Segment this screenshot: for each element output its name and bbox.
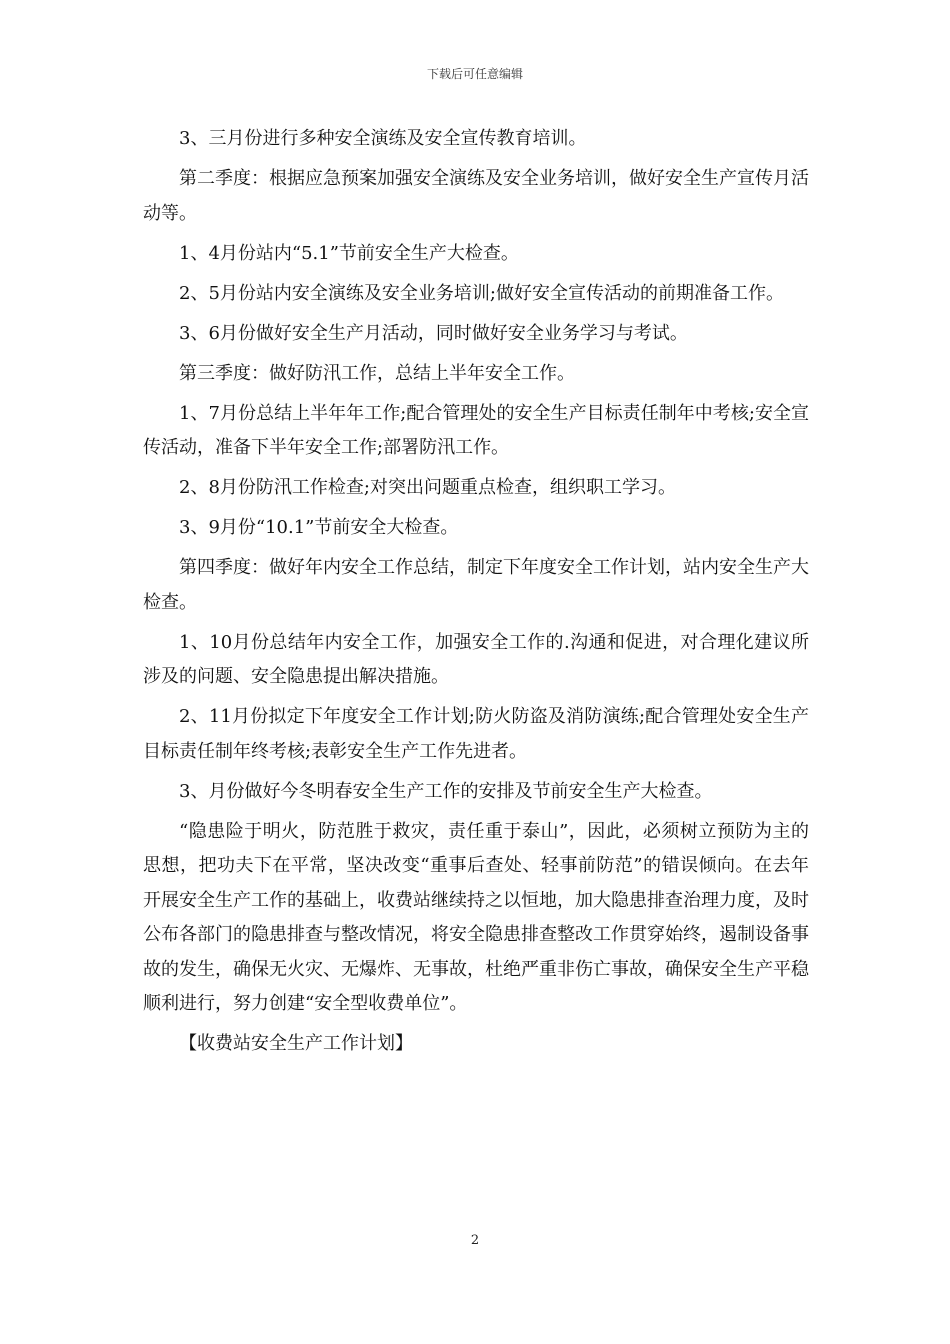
paragraph: 第二季度：根据应急预案加强安全演练及安全业务培训，做好安全生产宣传月活动等。 bbox=[143, 168, 809, 224]
paragraph: 2、8月份防汛工作检查;对突出问题重点检查，组织职工学习。 bbox=[179, 477, 676, 498]
page-number: 2 bbox=[470, 1233, 480, 1248]
paragraph: “隐患险于明火，防范胜于救灾，责任重于泰山”，因此，必须树立预防为主的思想，把功夫下在平常，坚决改变“重事后查处、轻事前防范”的错误倾向。在去年开展安全生产工作的基础上，收费站继续持之以恒地，加大隐患排查治理力度，及时公布各部门的隐患排查与整改情况，将安全隐患排查整改工作贯穿始终，遏制设备事故的发生，确保无火灾、无爆炸、无事故，杜绝严重非伤亡事故，确保安全生产平稳顺利进行，努力创建“安全型收费单位”。 bbox=[143, 820, 809, 1014]
paragraph: 3、6月份做好安全生产月活动，同时做好安全业务学习与考试。 bbox=[179, 322, 688, 344]
paragraph: 1、4月份站内“5.1”节前安全生产大检查。 bbox=[179, 242, 519, 264]
paragraph: 1、7月份总结上半年年工作;配合管理处的安全生产目标责任制年中考核;安全宣传活动，准备下半年安全工作;部署防汛工作。 bbox=[143, 402, 809, 458]
page-header: 下载后可任意编辑 bbox=[426, 67, 523, 81]
document-body bbox=[143, 122, 809, 1067]
paragraph: 3、月份做好今冬明春安全生产工作的安排及节前安全生产大检查。 bbox=[179, 780, 713, 802]
paragraph: 3、三月份进行多种安全演练及安全宣传教育培训。 bbox=[179, 128, 587, 149]
paragraph: 第三季度：做好防汛工作，总结上半年安全工作。 bbox=[179, 362, 575, 384]
paragraph: 3、9月份“10.1”节前安全大检查。 bbox=[179, 517, 459, 538]
paragraph: 1、10月份总结年内安全工作，加强安全工作的.沟通和促进，对合理化建议所涉及的问题、安全隐患提出解决措施。 bbox=[143, 631, 809, 687]
section-heading: 【收费站安全生产工作计划】 bbox=[179, 1033, 413, 1054]
paragraph: 2、11月份拟定下年度安全工作计划;防火防盗及消防演练;配合管理处安全生产目标责任制年终考核;表彰安全生产工作先进者。 bbox=[143, 706, 809, 762]
paragraph: 第四季度：做好年内安全工作总结，制定下年度安全工作计划，站内安全生产大检查。 bbox=[143, 557, 809, 613]
paragraph: 2、5月份站内安全演练及安全业务培训;做好安全宣传活动的前期准备工作。 bbox=[179, 282, 784, 304]
